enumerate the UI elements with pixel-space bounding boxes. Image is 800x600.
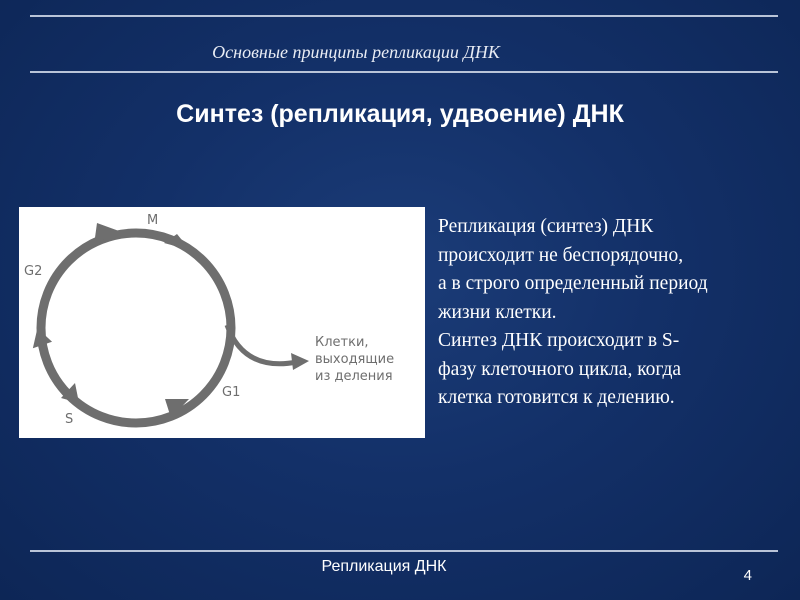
footer-rule	[30, 550, 778, 552]
phase-label-m: M	[147, 213, 159, 228]
header-title: Основные принципы репликации ДНК	[212, 42, 500, 62]
exit-arrowhead	[291, 353, 309, 370]
footer-title: Репликация ДНК	[321, 558, 447, 575]
body-line: происходит не беспорядочно,	[438, 244, 684, 266]
slide-title: Синтез (репликация, удвоение) ДНК	[176, 100, 624, 128]
cell-cycle-diagram	[19, 207, 425, 438]
body-text	[438, 213, 788, 413]
phase-label-g1: G1	[222, 385, 241, 400]
exit-branch	[227, 325, 297, 364]
body-line: а в строго определенный период	[438, 273, 708, 294]
body-line: клетка готовится к делению.	[438, 387, 675, 408]
exit-label-line-2: выходящие	[315, 352, 395, 367]
page-number: 4	[743, 567, 752, 584]
body-line: жизни клетки.	[438, 301, 557, 323]
phase-label-s: S	[65, 412, 74, 427]
phase-label-g2: G2	[24, 264, 43, 279]
cell-cycle-svg	[19, 207, 425, 438]
exit-label-line-3: из деления	[315, 369, 393, 384]
exit-label-line-1: Клетки,	[315, 335, 369, 350]
body-line: Синтез ДНК происходит в S-	[438, 330, 680, 351]
body-line: Репликация (синтез) ДНК	[438, 216, 654, 237]
top-rule	[30, 15, 778, 17]
body-line: фазу клеточного цикла, когда	[438, 358, 682, 380]
header-rule	[30, 71, 778, 73]
